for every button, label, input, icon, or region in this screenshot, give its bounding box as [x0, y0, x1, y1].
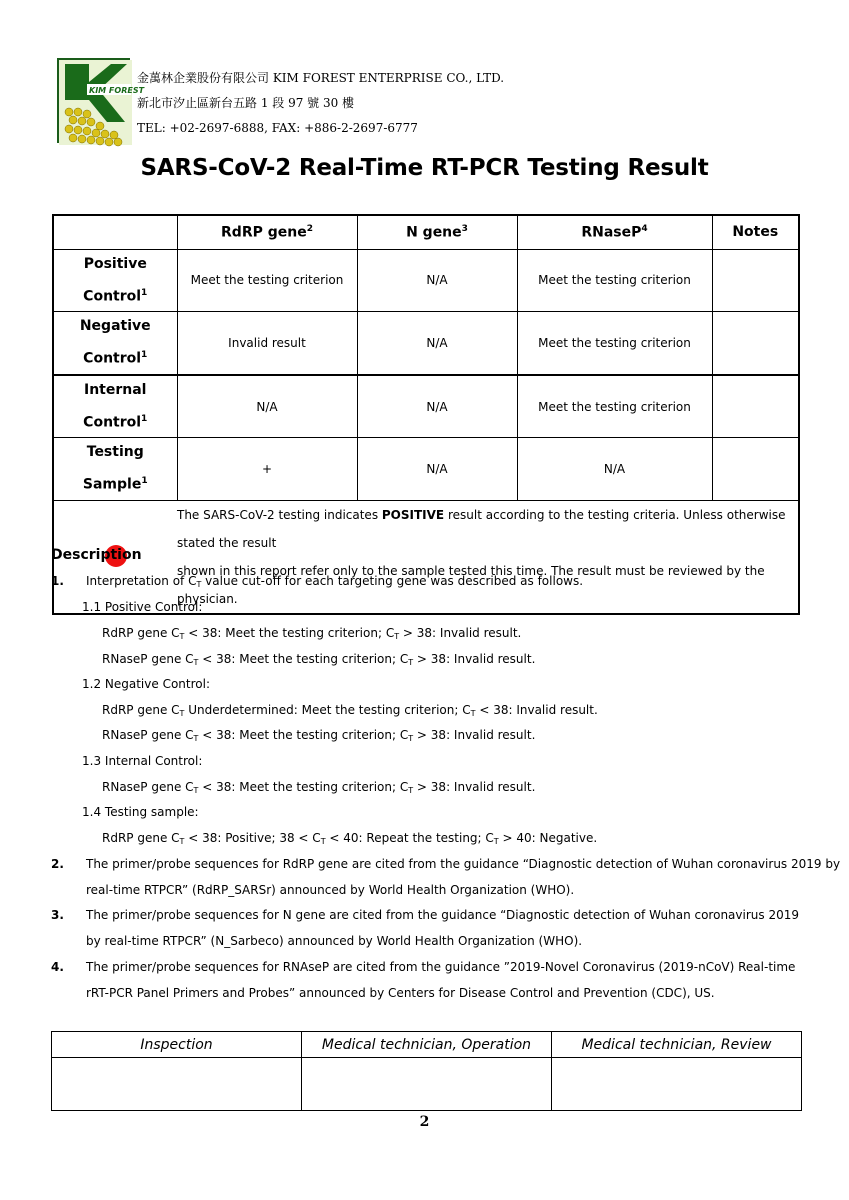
- cell-notes: [712, 438, 799, 501]
- signature-field-review[interactable]: [552, 1058, 802, 1111]
- logo-graphic: [59, 60, 145, 145]
- signature-header-operation: Medical technician, Operation: [302, 1032, 552, 1058]
- section-heading: 1.4 Testing sample:: [82, 805, 199, 819]
- list-item: The primer/probe sequences for RNAseP are cited from the guidance ”2019-Novel Coronavirus (2019-nCoV) Real-time: [86, 960, 796, 974]
- cell-rdrp: +: [177, 438, 357, 501]
- cell-ngene: N/A: [357, 375, 517, 438]
- company-info: [137, 66, 504, 141]
- cell-ngene: N/A: [357, 249, 517, 312]
- result-emphasis: POSITIVE: [381, 508, 445, 523]
- list-item: Interpretation of CT value cut-off for each targeting gene was described as follows.: [86, 574, 584, 589]
- signature-field-inspection[interactable]: [52, 1058, 302, 1111]
- section-heading: 1.1 Positive Control:: [82, 600, 203, 614]
- table-row: [53, 438, 799, 501]
- table-row: [53, 249, 799, 312]
- criterion-line: RdRP gene CT < 38: Meet the testing criterion; CT > 38: Invalid result.: [102, 626, 522, 641]
- cell-notes: [712, 249, 799, 312]
- cell-rdrp: Invalid result: [177, 312, 357, 375]
- conclusion-text: The SARS-CoV-2 testing indicates POSITIVE result according to the testing criteria. Unless otherwise stated the result shown in this report refer only to the sample tested this time. The result must be reviewed by the physician.: [177, 501, 799, 615]
- cell-ngene: N/A: [357, 438, 517, 501]
- list-number: 4.: [51, 960, 64, 974]
- header-cell-empty: [53, 215, 177, 249]
- cell-notes: [712, 312, 799, 375]
- cell-rnasep: Meet the testing criterion: [517, 249, 712, 312]
- list-number: 1.: [51, 574, 64, 588]
- list-item-continuation: rRT-PCR Panel Primers and Probes” announced by Centers for Disease Control and Prevention (CDC), US.: [86, 986, 715, 1000]
- signature-field-operation[interactable]: [302, 1058, 552, 1111]
- cell-rnasep: Meet the testing criterion: [517, 312, 712, 375]
- cell-rdrp: Meet the testing criterion: [177, 249, 357, 312]
- signature-header-row: [52, 1032, 802, 1058]
- signature-header-inspection: Inspection: [52, 1032, 302, 1058]
- criterion-line: RdRP gene CT < 38: Positive; 38 < CT < 40: Repeat the testing; CT > 40: Negative.: [102, 831, 598, 846]
- signature-body-row: [52, 1058, 802, 1111]
- header-cell-rnasep: RNaseP$^4$: [517, 215, 712, 249]
- cell-rdrp: N/A: [177, 375, 357, 438]
- cell-ngene: N/A: [357, 312, 517, 375]
- result-table: [52, 214, 800, 615]
- table-row: [53, 312, 799, 375]
- list-item: The primer/probe sequences for RdRP gene are cited from the guidance “Diagnostic detection of Wuhan coronavirus 2019 by: [86, 857, 841, 871]
- logo-text: KIM FOREST: [89, 86, 145, 95]
- section-heading: 1.2 Negative Control:: [82, 677, 210, 691]
- criterion-line: RNaseP gene CT < 38: Meet the testing criterion; CT > 38: Invalid result.: [102, 728, 536, 743]
- description-heading: Description: [51, 547, 142, 563]
- cell-rnasep: N/A: [517, 438, 712, 501]
- header-cell-ngene: N gene$^3$: [357, 215, 517, 249]
- list-item-continuation: real-time RTPCR” (RdRP_SARSr) announced by World Health Organization (WHO).: [86, 883, 575, 897]
- signature-header-review: Medical technician, Review: [552, 1032, 802, 1058]
- list-item-continuation: by real-time RTPCR” (N_Sarbeco) announced by World Health Organization (WHO).: [86, 934, 583, 948]
- row-label-internal-control: Internal Control$^1$: [53, 375, 177, 438]
- criterion-line: RdRP gene CT Underdetermined: Meet the testing criterion; CT < 38: Invalid result.: [102, 703, 598, 718]
- cell-rnasep: Meet the testing criterion: [517, 375, 712, 438]
- signature-table: [51, 1031, 802, 1111]
- row-label-testing-sample: Testing Sample$^1$: [53, 438, 177, 501]
- row-label-positive-control: Positive Control$^1$: [53, 249, 177, 312]
- conclusion-row: [53, 501, 799, 615]
- company-contact: TEL: +02-2697-6888, FAX: +886-2-2697-6777: [137, 121, 418, 135]
- criterion-line: RNaseP gene CT < 38: Meet the testing criterion; CT > 38: Invalid result.: [102, 780, 536, 795]
- company-name: 金萬林企業股份有限公司 KIM FOREST ENTERPRISE CO., LTD.: [137, 71, 505, 85]
- list-number: 3.: [51, 908, 64, 922]
- header-cell-notes: Notes: [712, 215, 799, 249]
- cell-notes: [712, 375, 799, 438]
- list-item: The primer/probe sequences for N gene are cited from the guidance “Diagnostic detection of Wuhan coronavirus 2019: [86, 908, 799, 922]
- company-address: 新北市汐止區新台五路 1 段 97 號 30 樓: [137, 96, 355, 110]
- company-logo: [57, 58, 145, 143]
- list-number: 2.: [51, 857, 64, 871]
- criterion-line: RNaseP gene CT < 38: Meet the testing criterion; CT > 38: Invalid result.: [102, 652, 536, 667]
- table-row: [53, 375, 799, 438]
- page-title: SARS-CoV-2 Real-Time RT-PCR Testing Result: [140, 155, 709, 181]
- page-number: 2: [419, 1114, 430, 1130]
- row-label-negative-control: Negative Control$^1$: [53, 312, 177, 375]
- result-table-header: [53, 215, 799, 249]
- section-heading: 1.3 Internal Control:: [82, 754, 203, 768]
- header-cell-rdrp: RdRP gene$^2$: [177, 215, 357, 249]
